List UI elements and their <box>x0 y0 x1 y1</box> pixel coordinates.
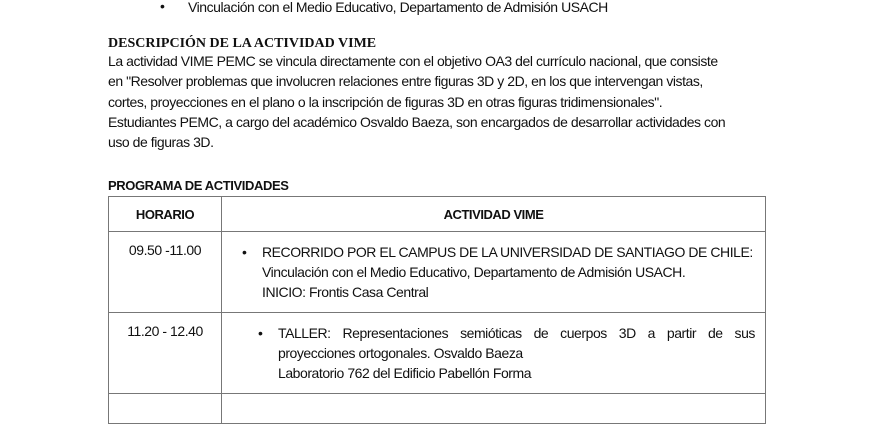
activity-line: RECORRIDO POR EL CAMPUS DE LA UNIVERSIDAD DE SANTIAGO DE CHILE: <box>262 244 753 260</box>
description-heading: DESCRIPCIÓN DE LA ACTIVIDAD VIME <box>108 36 377 51</box>
row-activity <box>222 313 766 394</box>
table-row <box>109 394 766 424</box>
header-horario: HORARIO <box>109 197 222 232</box>
description-line: Estudiantes PEMC, a cargo del académico Osvaldo Baeza, son encargados de desarrollar actividades con <box>108 114 726 130</box>
row-activity <box>222 394 766 424</box>
activity-line: Laboratorio 762 del Edificio Pabellón Forma <box>278 365 532 381</box>
activity-line: proyecciones ortogonales. Osvaldo Baeza <box>278 345 523 361</box>
activity-line: INICIO: Frontis Casa Central <box>262 284 429 300</box>
program-table <box>108 196 766 424</box>
description-line: cortes, proyecciones en el plano o la inscripción de figuras 3D en otras figuras tridimensionales". <box>108 94 663 110</box>
row-time: 09.50 -11.00 <box>109 232 222 313</box>
row-time: 11.20 - 12.40 <box>109 313 222 394</box>
bullet-icon: • <box>242 244 247 260</box>
description-line: La actividad VIME PEMC se vincula directamente con el objetivo OA3 del currículo nacional, que consiste <box>108 53 718 69</box>
activity-line: Vinculación con el Medio Educativo, Departamento de Admisión USACH. <box>262 264 686 280</box>
description-line: en "Resolver problemas que involucren relaciones entre figuras 3D y 2D, en los que intervengan vistas, <box>108 73 703 89</box>
bullet-icon: • <box>258 325 263 341</box>
row-time <box>109 394 222 424</box>
bullet-icon: • <box>160 0 165 14</box>
header-actividad: ACTIVIDAD VIME <box>222 197 766 232</box>
top-bullet-text: Vinculación con el Medio Educativo, Departamento de Admisión USACH <box>188 0 608 15</box>
description-line: uso de figuras 3D. <box>108 134 214 150</box>
table-row <box>109 232 766 313</box>
program-heading: PROGRAMA DE ACTIVIDADES <box>108 178 289 193</box>
row-activity <box>222 232 766 313</box>
activity-line: TALLER: Representaciones semióticas de cuerpos 3D a partir de sus <box>278 325 755 341</box>
table-header-row <box>109 197 766 232</box>
table-row <box>109 313 766 394</box>
